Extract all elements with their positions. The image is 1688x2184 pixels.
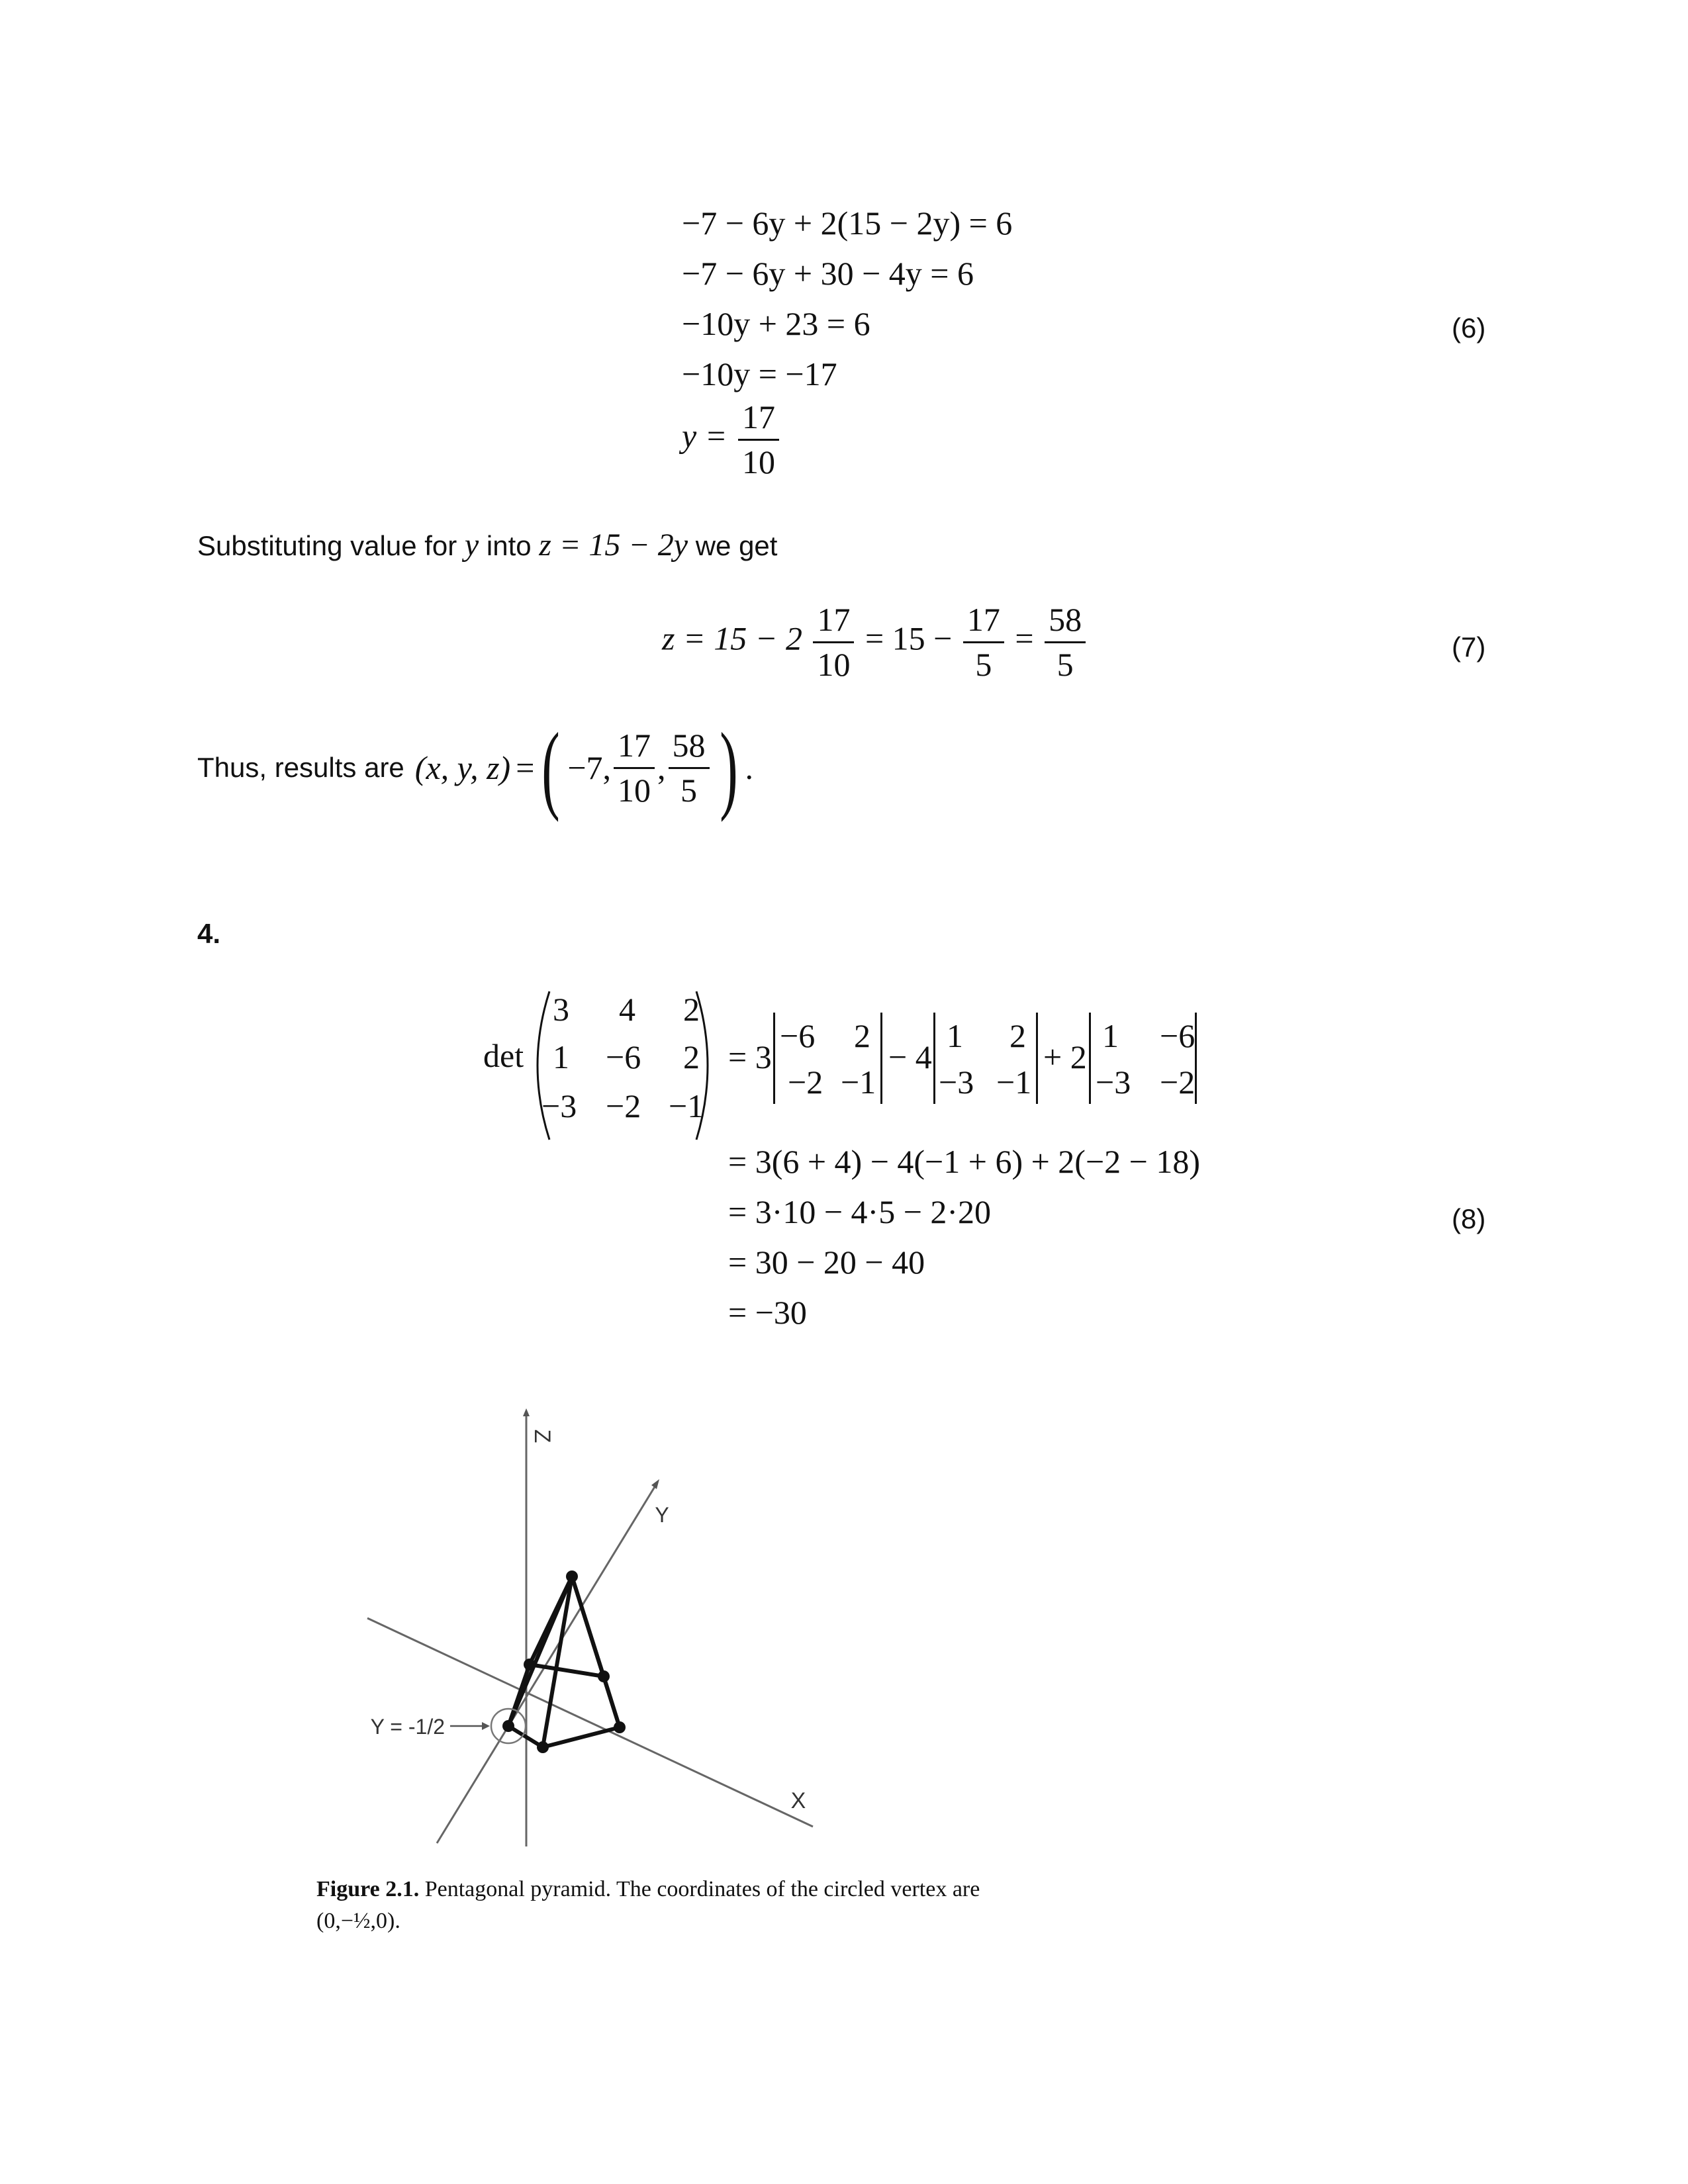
vertex-label: Y = -1/2 (370, 1715, 445, 1739)
z-equation: z = 15 − 2 $\frac{17}{10}$ = 15 − $\frac{17}{5}$ = $\frac{58}{5}$ (662, 602, 1088, 682)
result-sentence: Thus, results are (x, y, z) = ( −7, $\frac{17}{10}$ , $\frac{58}{5}$ ) . (197, 713, 753, 823)
minor2-right-bar (1036, 1013, 1038, 1104)
equation-number-8: (8) (1452, 1203, 1486, 1234)
eq-line-5 (682, 400, 782, 479)
y-equals: y = (682, 417, 727, 455)
eq-line-4: −10y = −17 (682, 355, 837, 392)
minor3-r1c1: 1 (1102, 1017, 1119, 1054)
eq-line-2: −7 − 6y + 30 − 4y = 6 (682, 255, 974, 292)
caption-text: Pentagonal pyramid. The coordinates of the circled vertex are (424, 1877, 980, 1901)
minor1-right-bar (880, 1013, 882, 1104)
eq-three: = 3 (728, 1038, 772, 1075)
axis-y-label: Y (655, 1503, 669, 1527)
minor1-r1c2: 2 (854, 1017, 870, 1054)
fraction-58-5: $\frac{58}{5}$ (669, 728, 710, 807)
y-axis-arrow (651, 1479, 659, 1489)
minor2-r2c2: −1 (996, 1064, 1032, 1101)
matrix-r2c2: −6 (606, 1038, 641, 1075)
det-label: det (483, 1037, 524, 1074)
fraction-58-5: $\frac{58}{5}$ (1045, 602, 1086, 682)
minor1-r2c1: −2 (788, 1064, 823, 1101)
equation-number-7: (7) (1452, 631, 1486, 662)
right-paren: ) (719, 713, 738, 823)
figure-caption-line-2: (0,−½,0). (316, 1909, 400, 1933)
det-step-1: = 3(6 + 4) − 4(−1 + 6) + 2(−2 − 18) (728, 1143, 1200, 1180)
minor3-left-bar (1089, 1013, 1091, 1104)
minor2-r2c1: −3 (939, 1064, 974, 1101)
plus-two: + 2 (1043, 1038, 1087, 1075)
minor1-left-bar (773, 1013, 775, 1104)
minor1-r2c2: −1 (841, 1064, 876, 1101)
fraction-17-10: $\frac{17}{10}$ (614, 728, 655, 807)
minor3-r2c1: −3 (1096, 1064, 1131, 1101)
problem-number: 4. (197, 918, 221, 949)
det-step-3: = 30 − 20 − 40 (728, 1244, 925, 1281)
minus-four: − 4 (888, 1038, 932, 1075)
det-step-4: = −30 (728, 1294, 807, 1331)
y-axis (437, 1486, 655, 1843)
det-step-2: = 3·10 − 4·5 − 2·20 (728, 1193, 992, 1230)
substitute-sentence: Substituting value for y into z = 15 − 2y we get (197, 527, 778, 563)
equation-number-6: (6) (1452, 312, 1486, 343)
figure-caption (316, 1877, 980, 1902)
matrix-r3c3: −1 (669, 1087, 704, 1124)
matrix-r1c1: 3 (553, 991, 569, 1028)
minor2-left-bar (933, 1013, 935, 1104)
fraction-17-10: $\frac{17}{10}$ (813, 602, 854, 682)
axis-x-label: X (790, 1788, 806, 1813)
z-axis-arrow (523, 1408, 530, 1416)
minor1-r1c1: −6 (780, 1017, 816, 1054)
matrix-r2c3: 2 (683, 1038, 700, 1075)
pentagonal-pyramid-figure (331, 1403, 861, 1866)
left-paren: ( (541, 713, 561, 823)
caption-label: Figure 2.1. (316, 1877, 420, 1901)
fraction-17-5: $\frac{17}{5}$ (963, 602, 1004, 682)
minor3-r1c2: −6 (1160, 1017, 1196, 1054)
matrix-r2c1: 1 (553, 1038, 569, 1075)
axis-z-label: Z (530, 1429, 555, 1443)
matrix-r1c2: 4 (619, 991, 635, 1028)
eq-line-3: −10y + 23 = 6 (682, 305, 870, 342)
minor2-r1c1: 1 (947, 1017, 963, 1054)
eq-line-1: −7 − 6y + 2(15 − 2y) = 6 (682, 205, 1013, 242)
matrix-r3c1: −3 (541, 1087, 577, 1124)
minor3-right-bar (1195, 1013, 1197, 1104)
vertex-pointer-arrow (482, 1722, 490, 1730)
fraction-17-10: $\frac{17}{10}$ (738, 400, 779, 479)
minor2-r1c2: 2 (1009, 1017, 1026, 1054)
minor3-r2c2: −2 (1160, 1064, 1196, 1101)
matrix-r3c2: −2 (606, 1087, 641, 1124)
matrix-r1c3: 2 (683, 991, 700, 1028)
